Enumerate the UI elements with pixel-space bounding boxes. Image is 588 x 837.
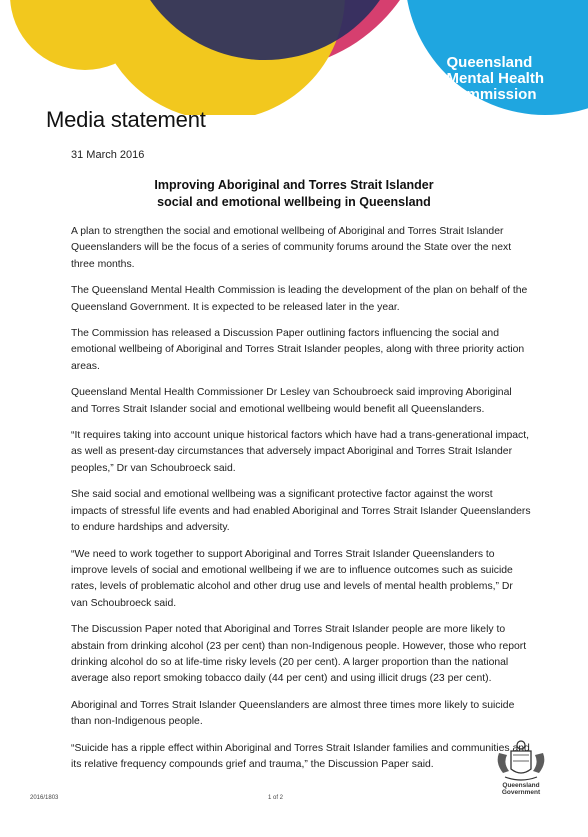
statement-date: 31 March 2016 [71,149,145,161]
headline-line-1: Improving Aboriginal and Torres Strait Islander [154,178,434,192]
page-number: 1 of 2 [268,795,284,801]
article-body [71,224,531,783]
queensland-government-wordmark [493,782,549,796]
paragraph: “It requires taking into account unique historical factors which have had a trans-generational impact, as well as present-day circumstances that adversely impact Aboriginal and Torres Strait Islander peoples,” Dr van Schoubroeck said. [71,430,530,474]
crest-line-2: Government [501,789,541,796]
page-title: Media statement [46,107,206,132]
headline-line-2: social and emotional wellbeing in Queensland [157,195,431,209]
paragraph: She said social and emotional wellbeing was a significant protective factor against the worst impacts of stressful life events and had enabled Aboriginal and Torres Strait Islander Queenslanders to endure hardships and adversity. [71,489,531,534]
logo-line-1: Queensland [446,54,533,71]
crest-line-1: Queensland [502,782,540,789]
logo-line-3: Commission [446,86,537,103]
commission-logo [446,55,544,103]
headline [71,177,517,211]
paragraph: The Commission has released a Discussion Paper outlining factors influencing the social and emotional wellbeing of Aboriginal and Torres Strait Islander peoples, along with three priority action areas. [71,328,525,372]
paragraph: “Suicide has a ripple effect within Aboriginal and Torres Strait Islander families and communities and its relative frequency compounds grief and trauma,” the Discussion Paper said. [71,742,530,770]
paragraph: The Discussion Paper noted that Aboriginal and Torres Strait Islander people are more likely to abstain from drinking alcohol (23 per cent) than non-Indigenous people. However, those who report drinking alcohol do so at life-time risky levels (20 per cent). A larger proportion than the national average also report smoking tobacco daily (44 per cent) and using illicit drugs (23 per cent). [71,624,527,685]
paragraph: A plan to strengthen the social and emotional wellbeing of Aboriginal and Torres Strait Islander Queenslanders will be the focus of a series of community forums around the State over the next three months. [71,226,512,270]
paragraph: Queensland Mental Health Commissioner Dr Lesley van Schoubroeck said improving Aboriginal and Torres Strait Islander social and emotional wellbeing would benefit all Queenslanders. [71,387,512,415]
paragraph: The Queensland Mental Health Commission is leading the development of the plan on behalf of the Queensland Government. It is expected to be released later in the year. [71,285,528,313]
paragraph: Aboriginal and Torres Strait Islander Queenslanders are almost three times more likely to suicide than non-Indigenous people. [71,699,515,728]
paragraph: “We need to work together to support Aboriginal and Torres Strait Islander Queenslanders to improve levels of social and emotional wellbeing if we are to influence outcomes such as suicide rates, levels of problematic alcohol and other drug use and levels of mental health problems,” Dr van Schoubroeck said. [71,548,513,609]
logo-line-2: Mental Health [446,70,544,87]
document-reference: 2016/1803 [30,795,59,801]
